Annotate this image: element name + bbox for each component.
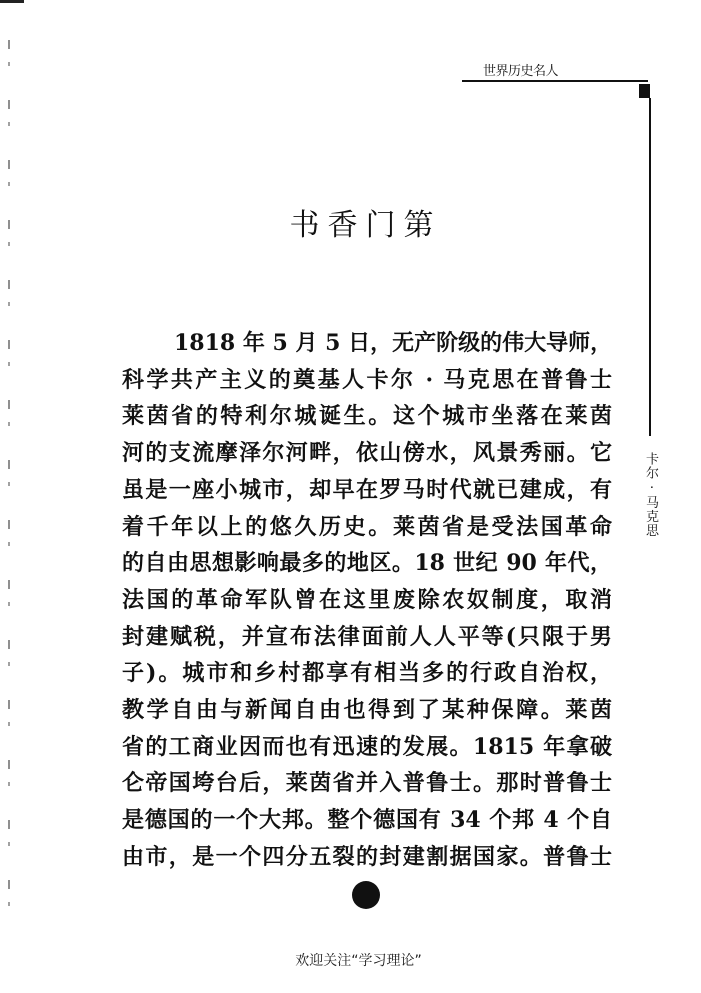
header-corner-block [639,84,650,98]
body-line: 莱茵省的特利尔城诞生。这个城市坐落在莱茵 [122,403,612,430]
chapter-title: 书香门第 [289,208,442,243]
header-rule [462,80,648,82]
body-line: 河的支流摩泽尔河畔，依山傍水，风景秀丽。它 [122,440,612,467]
body-line: 法国的革命军队曾在这里废除农奴制度，取消 [122,586,612,613]
series-title: 世界历史名人 [483,64,559,79]
footer-notice: 欢迎关注“学习理论” [295,953,422,969]
scan-binding-edge [8,40,10,940]
body-line: 虽是一座小城市，却早在罗马时代就已建成，有 [122,476,612,503]
side-tab-person-name: 卡尔 · 马克思 [643,452,658,538]
body-line: 子)。城市和乡村都享有相当多的行政自治权， [122,660,612,687]
body-line: 封建赋税，并宣布法律面前人人平等(只限于男 [122,623,612,650]
body-line: 科学共产主义的奠基人卡尔 · 马克思在普鲁士 [122,366,612,393]
scan-edge-mark [0,0,24,3]
body-line: 省的工商业因而也有迅速的发展。1815 年拿破 [122,733,612,760]
body-line: 的自由思想影响最多的地区。18 世纪 90 年代， [122,550,612,577]
body-line: 由市，是一个四分五裂的封建割据国家。普鲁士 [122,843,612,870]
side-rule [649,98,651,436]
page-marker-dot [352,881,380,909]
body-line: 是德国的一个大邦。整个德国有 34 个邦 4 个自 [122,807,612,834]
body-text [122,325,612,876]
body-line: 着千年以上的悠久历史。莱茵省是受法国革命 [122,513,612,540]
body-line: 仑帝国垮台后，莱茵省并入普鲁士。那时普鲁士 [122,770,612,797]
body-line: 教学自由与新闻自由也得到了某种保障。莱茵 [122,697,612,724]
body-line: 1818 年 5 月 5 日，无产阶级的伟大导师， [174,330,613,356]
